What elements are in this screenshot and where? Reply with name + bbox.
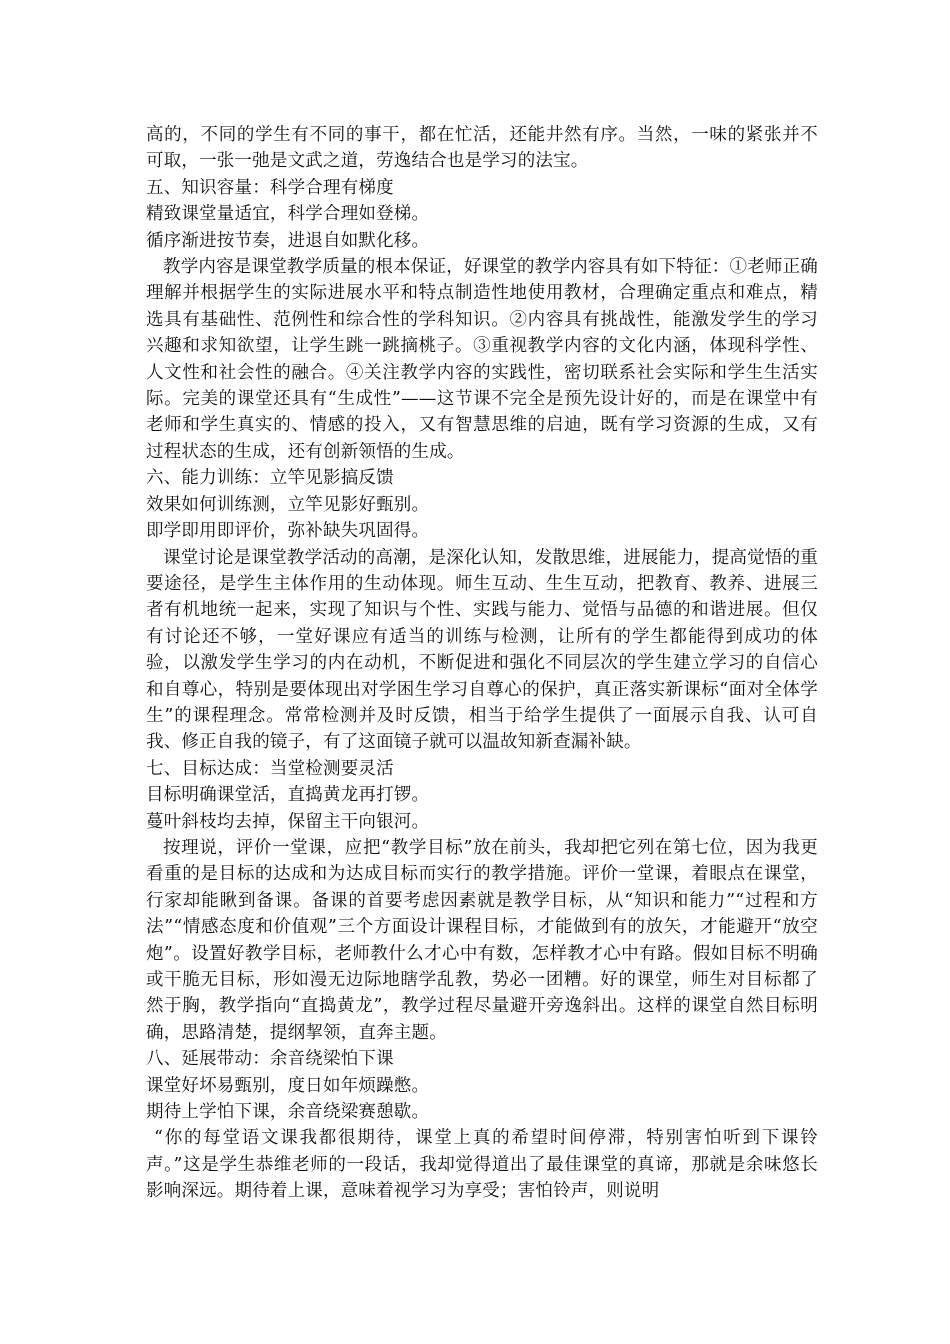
verse-line: 即学即用即评价，弥补缺失巩固得。 (146, 521, 430, 542)
paragraph: 教学内容是课堂教学质量的根本保证，好课堂的教学内容具有如下特征：①老师正确理解并根据学生的实际进展水平和特点制造性地使用教材，合理确定重点和难点，精选具有基础性、范例性和综合性的学科知识。②内容具有挑战性，能激发学生的学习兴趣和求知欲望，让学生跳一跳摘桃子。③重视教学内容的文化内涵，体现科学性、人文性和社会性的融合。④关注教学内容的实践性，密切联系社会实际和学生生活实际。完美的课堂还具有“生成性”——这节课不完全是预先设计好的，而是在课堂中有老师和学生真实的、情感的投入，又有智慧思维的启迪，既有学习资源的生成，又有过程状态的生成，还有创新领悟的生成。 (146, 257, 818, 462)
paragraph: 按理说，评价一堂课，应把“教学目标”放在前头，我却把它列在第七位，因为我更看重的是目标的达成和为达成目标而实行的教学措施。评价一堂课，着眼点在课堂，行家却能瞅到备课。备课的首要考虑因素就是教学目标，从“知识和能力”“过程和方法”“情感态度和价值观”三个方面设计课程目标，才能做到有的放矢，才能避开“放空炮”。设置好教学目标，老师教什么才心中有数，怎样教才心中有路。假如目标不明确或干脆无目标，形如漫无边际地瞎学乱教，势必一团糟。好的课堂，师生对目标都了然于胸，教学指向“直捣黄龙”，教学过程尽量避开旁逸斜出。这样的课堂自然目标明确，思路清楚，提纲挈领，直奔主题。 (146, 837, 818, 1043)
document-page (146, 122, 818, 1205)
verse-line: 蔓叶斜枝均去掉，保留主干向银河。 (146, 811, 430, 832)
verse-line: 精致课堂量适宜，科学合理如登梯。 (146, 204, 430, 225)
section-heading-6: 六、能力训练：立竿见影搞反馈 (146, 468, 394, 489)
verse-line: 目标明确课堂活，直捣黄龙再打锣。 (146, 785, 430, 806)
section-heading-7: 七、目标达成：当堂检测要灵活 (146, 758, 394, 779)
verse-line: 课堂好坏易甄别，度日如年烦躁憋。 (146, 1075, 430, 1096)
section-heading-5: 五、知识容量：科学合理有梯度 (146, 177, 394, 198)
paragraph-continued: 高的，不同的学生有不同的事干，都在忙活，还能井然有序。当然，一味的紧张并不可取，一张一弛是文武之道，劳逸结合也是学习的法宝。 (146, 125, 818, 172)
paragraph: 课堂讨论是课堂教学活动的高潮，是深化认知，发散思维，进展能力，提高觉悟的重要途径，是学生主体作用的生动体现。师生互动、生生互动，把教育、教养、进展三者有机地统一起来，实现了知识与个性、实践与能力、觉悟与品德的和谐进展。但仅有讨论还不够，一堂好课应有适当的训练与检测，让所有的学生都能得到成功的体验，以激发学生学习的内在动机，不断促进和强化不同层次的学生建立学习的自信心和自尊心，特别是要体现出对学困生学习自尊心的保护，真正落实新课标“面对全体学生”的课程理念。常常检测并及时反馈，相当于给学生提供了一面展示自我、认可自我、修正自我的镜子，有了这面镜子就可以温故知新查漏补缺。 (146, 547, 818, 753)
verse-line: 效果如何训练测，立竿见影好甄别。 (146, 494, 430, 515)
verse-line: 循序渐进按节奏，进退自如默化移。 (146, 230, 430, 251)
section-heading-8: 八、延展带动：余音绕梁怕下课 (146, 1049, 394, 1070)
paragraph: “你的每堂语文课我都很期待，课堂上真的希望时间停滞，特别害怕听到下课铃声。”这是学生恭维老师的一段话，我却觉得道出了最佳课堂的真谛，那就是余味悠长影响深远。期待着上课，意味着视学习为享受；害怕铃声，则说明 (146, 1128, 818, 1202)
verse-line: 期待上学怕下课，余音绕梁赛憩歇。 (146, 1102, 430, 1123)
